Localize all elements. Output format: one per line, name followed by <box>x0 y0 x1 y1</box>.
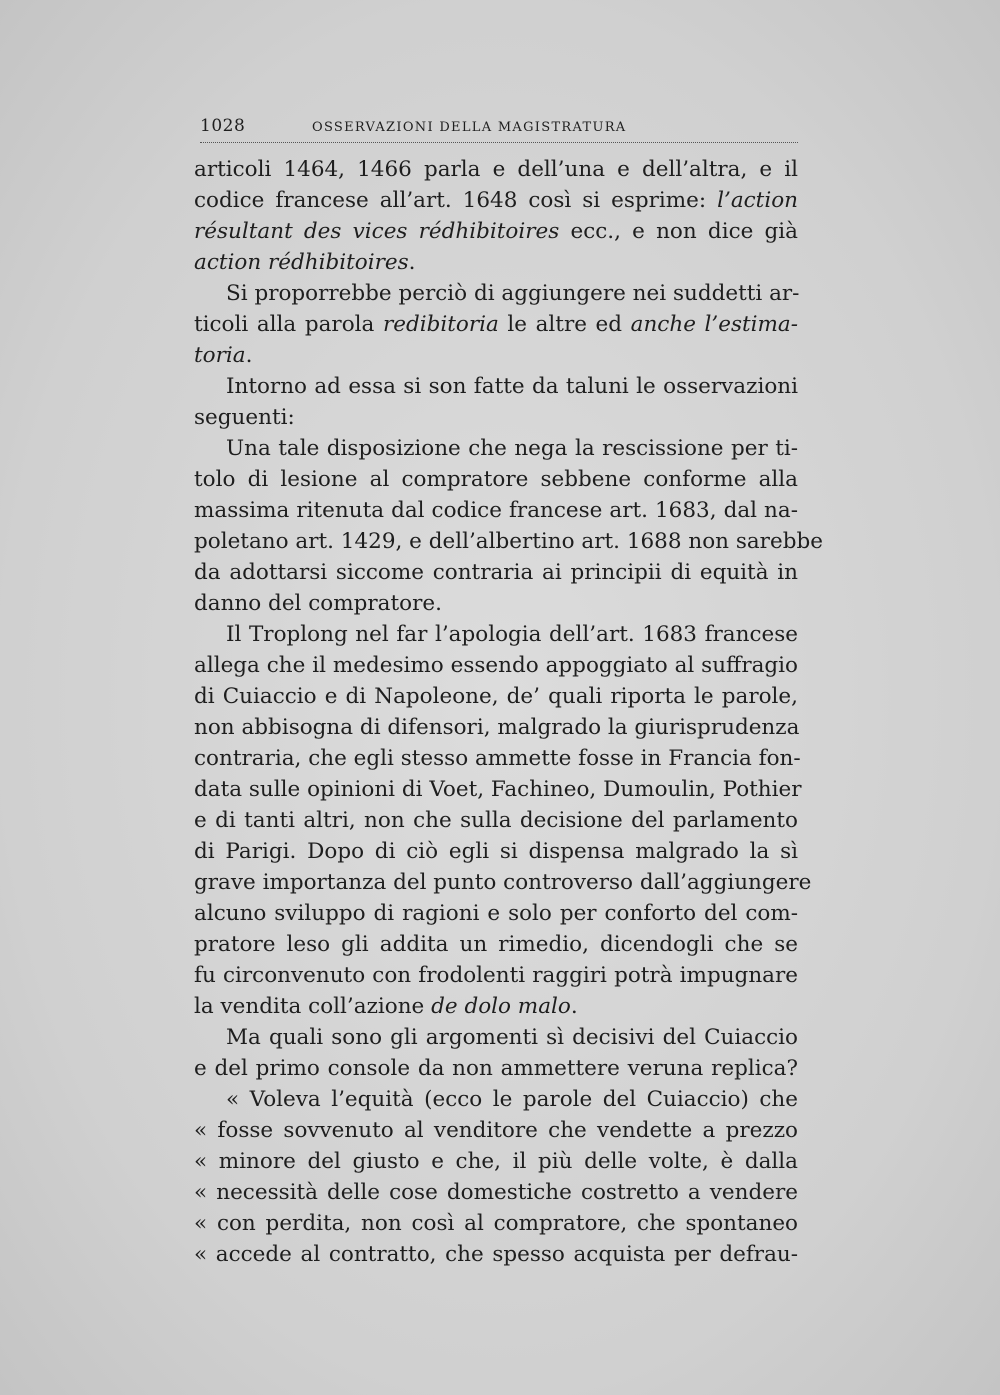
quote-line: « minore del giusto e che, il più delle volte, è dalla <box>194 1149 798 1174</box>
text-line: da adottarsi siccome contraria ai principii di equità in <box>194 560 798 585</box>
paragraph-start: Ma quali sono gli argomenti sì decisivi del Cuiaccio <box>226 1025 798 1050</box>
text-line: di Parigi. Dopo di ciò egli si dispensa malgrado la sì <box>194 839 798 864</box>
text-line: massima ritenuta dal codice francese art. 1683, dal na- <box>194 498 798 523</box>
paragraph-start: Il Troplong nel far l’apologia dell’art. 1683 francese <box>226 622 798 647</box>
text-line: contraria, che egli stesso ammette fosse in Francia fon- <box>194 746 801 771</box>
paragraph-start: Si proporrebbe perciò di aggiungere nei suddetti ar- <box>226 281 800 306</box>
text-line: di Cuiaccio e di Napoleone, de’ quali riporta le parole, <box>194 684 798 709</box>
text-line: fu circonvenuto con frodolenti raggiri potrà impugnare <box>194 963 798 988</box>
paragraph-start: Intorno ad essa si son fatte da taluni le osservazioni <box>226 374 798 399</box>
body-text <box>194 154 823 1270</box>
text-line: grave importanza del punto controverso dall’aggiungere <box>194 870 812 895</box>
text-line: alcuno sviluppo di ragioni e solo per conforto del com- <box>194 901 798 926</box>
text-line: e del primo console da non ammettere veruna replica? <box>194 1056 798 1081</box>
text-line: pratore leso gli addita un rimedio, dicendogli che se <box>194 932 798 957</box>
quote-line: « accede al contratto, che spesso acquista per defrau- <box>194 1242 798 1267</box>
quote-line: « fosse sovvenuto al venditore che vendette a prezzo <box>194 1118 798 1143</box>
quote-line: « con perdita, non così al compratore, che spontaneo <box>194 1211 798 1236</box>
text-line: tolo di lesione al compratore sebbene conforme alla <box>194 467 798 492</box>
text-line: danno del compratore. <box>194 591 442 616</box>
paragraph-start: Una tale disposizione che nega la rescissione per ti- <box>226 436 798 461</box>
running-head <box>200 114 798 143</box>
text-line: poletano art. 1429, e dell’albertino art. 1688 non sarebbe <box>194 529 823 554</box>
text-line: articoli 1464, 1466 parla e dell’una e dell’altra, e il <box>194 157 798 182</box>
text-line: ticoli alla parola redibitoria le altre ed anche l’estima- <box>194 312 798 337</box>
running-head-title: OSSERVAZIONI DELLA MAGISTRATURA <box>312 120 627 135</box>
text-line: e di tanti altri, non che sulla decisione del parlamento <box>194 808 798 833</box>
text-line: data sulle opinioni di Voet, Fachineo, Dumoulin, Pothier <box>194 777 802 802</box>
text-line: la vendita coll’azione de dolo malo. <box>194 994 578 1019</box>
text-line: toria. <box>194 343 253 368</box>
text-line: allega che il medesimo essendo appoggiato al suffragio <box>194 653 798 678</box>
text-line: résultant des vices rédhibitoires ecc., e non dice già <box>194 219 798 244</box>
text-line: non abbisogna di difensori, malgrado la giurisprudenza <box>194 715 800 740</box>
quote-line: « Voleva l’equità (ecco le parole del Cuiaccio) che <box>226 1087 798 1112</box>
page-number: 1028 <box>200 116 246 136</box>
quote-line: « necessità delle cose domestiche costretto a vendere <box>194 1180 798 1205</box>
text-line: action rédhibitoires. <box>194 250 416 275</box>
text-line: seguenti: <box>194 405 295 430</box>
text-line: codice francese all’art. 1648 così si esprime: l’action <box>194 188 798 213</box>
